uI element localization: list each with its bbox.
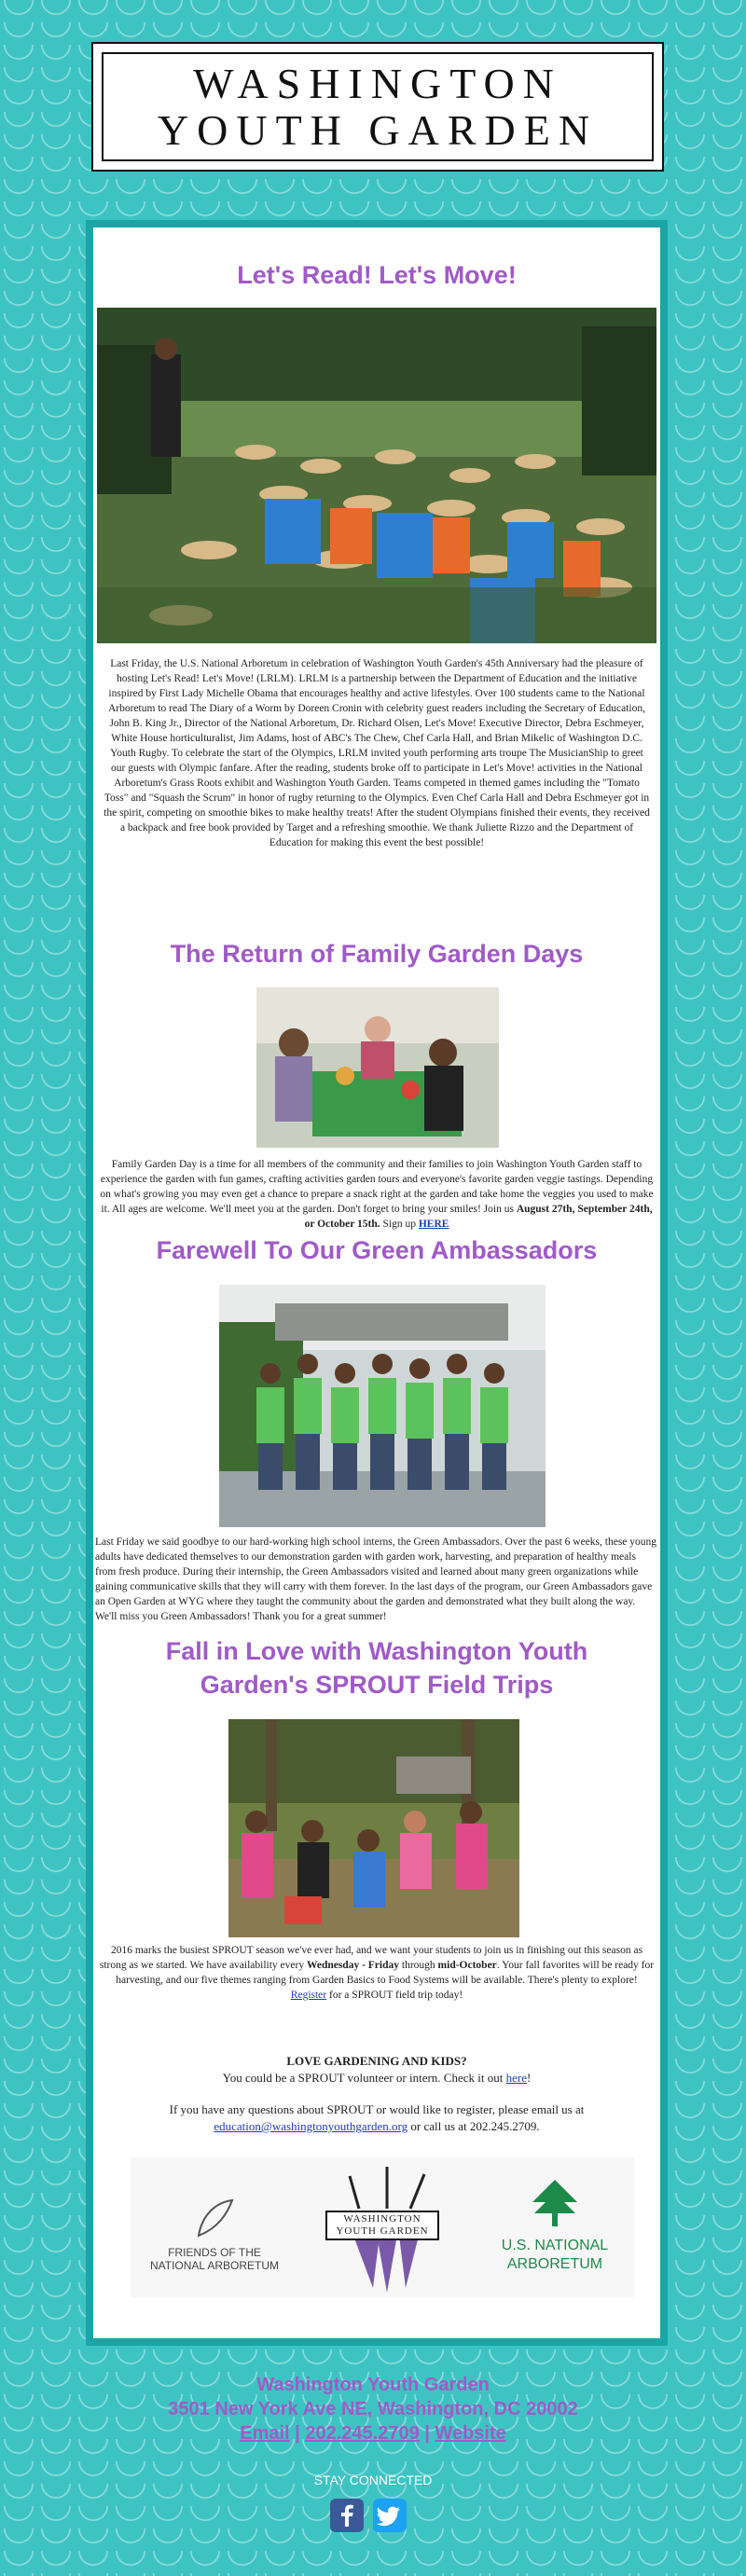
family-garden-dates: August 27th, September 24th, or October 15th.: [304, 1204, 653, 1230]
sprout-text-b: . Your fall favorites will be ready for harvesting, and our five themes ranging from Garden Basics to Food Systems will be available. There's plenty to explore!: [116, 1960, 655, 1986]
sprout-text-a: 2016 marks the busiest SPROUT season we've ever had, and we want your students to join us in finishing out this season as strong as we started. We have availability every: [99, 1945, 643, 1971]
footer-separator-2: |: [424, 2423, 430, 2444]
kids-block: LOVE GARDENING AND KIDS? You could be a SPROUT volunteer or intern. Check it out here!: [222, 2054, 532, 2085]
footer-separator-1: |: [295, 2423, 300, 2444]
usna-logo[interactable]: [476, 2176, 634, 2274]
sprout-field-trip-photo: [228, 1719, 519, 1937]
friends-logo-line2: NATIONAL ARBORETUM: [149, 2259, 280, 2272]
usna-logo-line2: ARBORETUM: [506, 2256, 603, 2272]
footer-contact-row: [0, 2421, 746, 2445]
lets-read-paragraph: Last Friday, the U.S. National Arboretum in celebration of Washington Youth Garden's 45th Anniversary had the pleasure of hosting Let's Read! Let's Move! (LRLM). LRLM is a partnership between the Department of Education and the initiative inspired by First Lady Michelle Obama that encourages healthy and active lifestyles. Over 100 students came to the National Arboretum to read The Diary of a Worm by Doreen Cronin with celebrity guest readers including the Secretary of Education, John B. King Jr., Director of the National Arboretum, Dr. Richard Olsen, Let's Move! Executive Director, Debra Eschmeyer, White House horticulturalist, Jim Adams, host of ABC's The Chew, Chef Carla Hall, and Brian Mikelic of Washington D.C. Youth Rugby. To celebrate the start of the Olympics, LRLM invited youth performing arts troupe The MusicianShip to greet our guests with Olympic fanfare. After the reading, students broke off to participate in Let's Move! activities in the National Arboretum's Grass Roots exhibit and Washington Youth Garden. Teams competed in themed games including the "Tomato Toss" and "Squash the Scrum" in honor of rugby returning to the Olympics. Even Chef Carla Hall and Debra Eschmeyer got in the spirit, competing on smoothie bikes to make healthy treats! After the student Olympians finished their events, they received a backpack and free book provided by Target and a refreshing smoothie. We thank Juliette Rizzo and the Department of Education for making this event the best possible!: [104, 658, 650, 848]
footer-phone-link[interactable]: 202.245.2709: [305, 2423, 420, 2444]
family-garden-text: Family Garden Day is a time for all members of the community and their families to join Washington Youth Garden staff to experience the garden with fun games, crafting activities garden tours and everyone's favorite garden veggie tastings. Depending on what's growing you may even get a chance to prepare a snack right at the garden and take home the veggies you used to make it. All ages are welcome. We'll meet you at the garden. Don't forget to bring your smiles! Join us: [100, 1159, 654, 1215]
friends-logo[interactable]: [131, 2195, 298, 2272]
green-ambassadors-photo: [219, 1285, 546, 1527]
leaf-icon: [191, 2195, 238, 2241]
wyg-logo-line1: WASHINGTON: [343, 2213, 421, 2225]
sprout-paragraph: [93, 1943, 660, 2003]
header-logo[interactable]: [91, 42, 664, 172]
twitter-icon[interactable]: [373, 2499, 407, 2532]
section-title-family-garden-days: The Return of Family Garden Days: [170, 940, 584, 968]
section-title-green-ambassadors: Farewell To Our Green Ambassadors: [156, 1236, 598, 1264]
section-title-sprout-line-2: Garden's SPROUT Field Trips: [200, 1671, 554, 1699]
logo-line-2: YOUTH GARDEN: [157, 105, 599, 154]
partner-logos: [131, 2157, 634, 2297]
header-logo-frame: [102, 52, 654, 161]
footer-address: 3501 New York Ave NE, Washington, DC 20002: [168, 2399, 578, 2419]
questions-block: [93, 2101, 660, 2135]
stay-connected-label: STAY CONNECTED: [313, 2473, 433, 2487]
kids-heading: LOVE GARDENING AND KIDS?: [286, 2054, 467, 2068]
sprout-email-link[interactable]: education@washingtonyouthgarden.org: [214, 2119, 408, 2133]
family-garden-photo: [256, 987, 499, 1148]
friends-logo-line1: FRIENDS OF THE: [168, 2246, 261, 2259]
family-garden-signup-link[interactable]: HERE: [418, 1219, 449, 1230]
questions-call-text: or call us at 202.245.2709.: [410, 2119, 540, 2133]
sprout-register-link[interactable]: Register: [290, 1990, 327, 2001]
family-garden-signup: Sign up: [382, 1219, 416, 1230]
tree-icon: [527, 2176, 583, 2232]
green-ambassadors-paragraph: Last Friday we said goodbye to our hard-working high school interns, the Green Ambassadors. Over the past 6 weeks, these young adults have dedicated themselves to our demonstration garden with garden work, harvesting, and preparation of healthy meals from fresh produce. During their internship, the Green Ambassadors visited and learned about many green organizations while gaining communicative skills that they will carry with them forever. In the last days of the program, our Green Ambassadors gave an Open Garden at WYG where they taught the community about the garden and demonstrated what they built along the way. We'll miss you Green Ambassadors! Thank you for a great summer!: [95, 1536, 657, 1622]
facebook-icon[interactable]: [330, 2499, 364, 2532]
sprout-days: Wednesday - Friday: [306, 1960, 400, 1971]
section-title-sprout-line-1: Fall in Love with Washington Youth: [165, 1637, 588, 1665]
wyg-logo-line2: YOUTH GARDEN: [336, 2225, 429, 2237]
sprout-register-rest: for a SPROUT field trip today!: [329, 1990, 463, 2001]
usna-logo-line1: U.S. NATIONAL: [501, 2238, 609, 2253]
kids-here-link[interactable]: here: [505, 2071, 527, 2085]
footer-org-name: Washington Youth Garden: [256, 2375, 490, 2395]
questions-text: If you have any questions about SPROUT or would like to register, please email us at: [169, 2102, 585, 2116]
lets-read-photo: [97, 308, 656, 643]
footer-website-link[interactable]: Website: [435, 2423, 506, 2444]
footer-email-link[interactable]: Email: [240, 2423, 290, 2444]
wyg-logo[interactable]: [308, 2157, 457, 2297]
section-title-lets-read: Let's Read! Let's Move!: [237, 261, 517, 289]
newsletter-content: [86, 220, 668, 2346]
sprout-through: through: [401, 1960, 435, 1971]
family-garden-paragraph: [93, 1157, 660, 1232]
sprout-month: mid-October: [437, 1960, 497, 1971]
kids-volunteer-text: You could be a SPROUT volunteer or intern. Check it out: [222, 2071, 504, 2085]
logo-line-1: WASHINGTON: [193, 59, 562, 107]
